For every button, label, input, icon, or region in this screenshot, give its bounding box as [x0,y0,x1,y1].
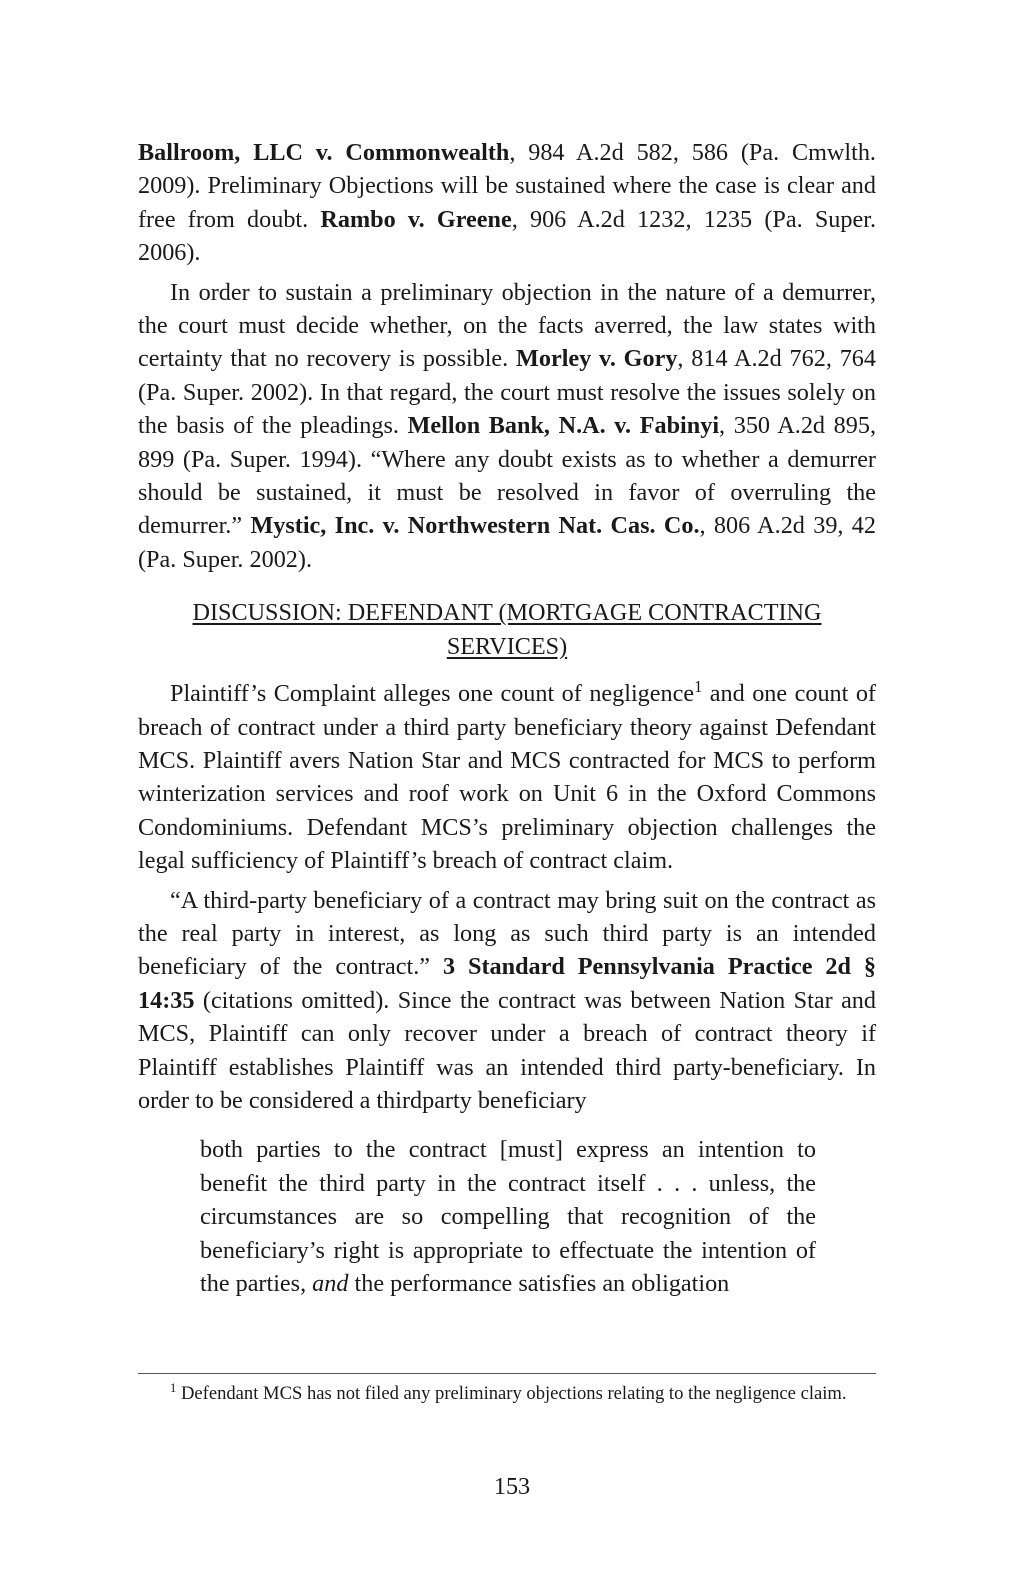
paragraph-standard-of-review [138,136,876,270]
quote-text: both parties to the contract [must] express an intention to benefit the third party in the contract itself . . . unless, the circumstances are so compelling that recognition of the beneficiary’s right is appropriate to effectuate the intention of the parties, [200,1136,816,1297]
footnote-divider [138,1373,876,1374]
paragraph-text: and one count of breach of contract under a third party beneficiary theory against Defendant MCS. Plaintiff avers Nation Star and MCS contracted for MCS to perform winterization services and roof work on Unit 6 in the Oxford Commons Condominiums. Defendant MCS’s preliminary objection challenges the legal sufficiency of Plaintiff’s breach of contract claim. [138,680,876,875]
paragraph-text: , 906 A.2d 1232, 1235 (Pa. Super. 2006). [138,205,876,267]
paragraph-text: In order to sustain a preliminary objection in the nature of a demurrer, the court must decide whether, on the facts averred, the law states with certainty that no recovery is possible. [138,278,876,373]
paragraph-complaint [138,677,876,877]
case-citation: Mellon Bank, N.A. v. Fabinyi [407,412,720,440]
paragraph-demurrer [138,276,876,577]
case-citation: Rambo v. Greene [320,205,512,233]
footnote-reference: 1 [694,677,703,697]
page-number: 153 [493,1473,531,1500]
quote-emphasis: and [312,1270,349,1297]
case-citation: Ballroom, LLC v. Commonwealth [138,139,510,166]
footnote-paragraph: $^1$ Defendant MCS has not filed any preliminary objections relating to the negligence claim. [170,1381,847,1404]
treatise-citation: 3 Standard Pennsylvania Practice 2d § 14:35 [138,953,876,1014]
block-quote [200,1133,816,1300]
paragraph-text: (citations omitted). Since the contract was between Nation Star and MCS, Plaintiff can only recover under a breach of contract theory if Plaintiff establishes Plaintiff was an intended third party-beneficiary. In order to be considered a thirdparty beneficiary [138,986,876,1114]
footnote [138,1381,876,1407]
section-heading-line: DISCUSSION: DEFENDANT (MORTGAGE CONTRACTING [192,599,822,627]
section-heading-line: SERVICES) [446,632,568,660]
paragraph-text: , 814 A.2d 762, 764 (Pa. Super. 2002). In that regard, the court must resolve the issues solely on the basis of the pleadings. [138,345,876,440]
paragraph-text: , 350 A.2d 895, 899 (Pa. Super. 1994). “Where any doubt exists as to whether a demurrer should be sustained, it must be resolved in favor of overruling the demurrer.” [138,412,876,540]
paragraph-text: Plaintiff’s Complaint alleges one count of negligence [170,680,695,708]
case-citation: Mystic, Inc. v. Northwestern Nat. Cas. Co. [250,512,700,540]
paragraph-third-party-beneficiary [138,884,876,1118]
paragraph-text: “A third-party beneficiary of a contract may bring suit on the contract as the real party in interest, as long as such third party is an intended beneficiary of the contract.” [138,886,876,981]
paragraph-text: , 806 A.2d 39, 42 (Pa. Super. 2002). [138,512,876,573]
section-heading [138,596,876,663]
footnote-text: Defendant MCS has not filed any preliminary objections relating to the negligence claim. [176,1383,847,1404]
page-body [138,136,876,1300]
quote-text: the performance satisfies an obligation [348,1270,730,1297]
case-citation: Morley v. Gory [516,345,678,373]
paragraph-text: , 984 A.2d 582, 586 (Pa. Cmwlth. 2009). Preliminary Objections will be sustained where the case is clear and free from doubt. [138,139,876,233]
